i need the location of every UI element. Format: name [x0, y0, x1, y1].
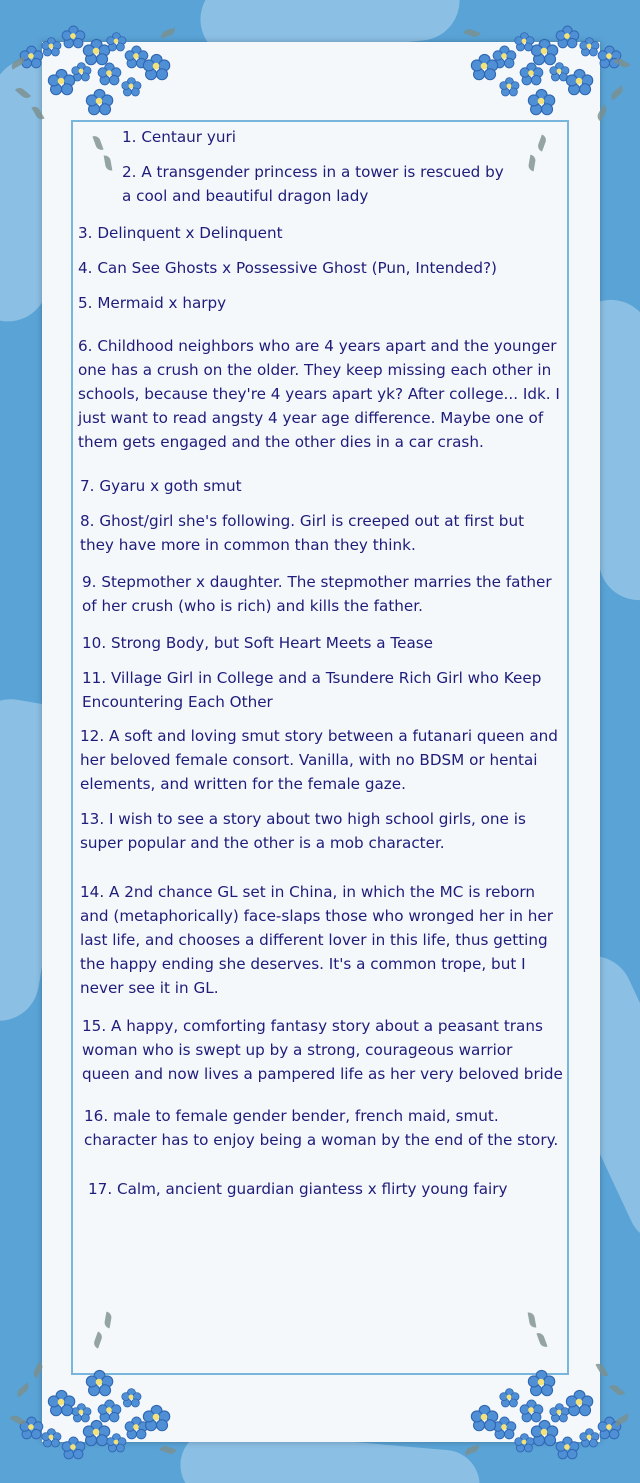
forget-me-not-flower-icon — [99, 1400, 120, 1421]
forget-me-not-flower-icon — [99, 63, 120, 84]
forget-me-not-flower-icon — [550, 1403, 568, 1421]
forget-me-not-flower-icon — [144, 54, 168, 78]
list-item: 9. Stepmother x daughter. The stepmother marries the father of her crush (who is rich) and kills the father. — [82, 573, 552, 615]
forget-me-not-flower-icon — [472, 1405, 496, 1429]
forget-me-not-flower-icon — [580, 37, 598, 55]
list-item: 10. Strong Body, but Soft Heart Meets a Tease — [82, 634, 434, 652]
list-item: 4. Can See Ghosts x Possessive Ghost (Pun, Intended?) — [78, 259, 497, 277]
forget-me-not-flower-icon — [63, 1437, 84, 1458]
forget-me-not-flower-icon — [567, 1390, 591, 1414]
list-item: 6. Childhood neighbors who are 4 years apart and the younger one has a crush on the older. They keep missing each other in schools, because they're 4 years apart yk? After college... Idk. I just want to read angsty 4 year age difference. Maybe one of them gets engaged and the other dies in a car crash. — [78, 337, 560, 451]
forget-me-not-flower-icon — [472, 54, 496, 78]
list-item: 1. Centaur yuri — [122, 128, 236, 146]
forget-me-not-flower-icon — [532, 39, 556, 63]
forget-me-not-flower-icon — [49, 69, 73, 93]
forget-me-not-flower-icon — [87, 89, 111, 113]
forget-me-not-flower-icon — [500, 1388, 518, 1406]
forget-me-not-flower-icon — [87, 1370, 111, 1394]
forget-me-not-flower-icon — [515, 1433, 533, 1451]
forget-me-not-flower-icon — [107, 32, 125, 50]
list-item: 7. Gyaru x goth smut — [80, 477, 242, 495]
forget-me-not-flower-icon — [557, 26, 578, 47]
forget-me-not-flower-icon — [515, 32, 533, 50]
list-item: 13. I wish to see a story about two high school girls, one is super popular and the other is a mob character. — [80, 810, 526, 852]
list-item: 17. Calm, ancient guardian giantess x flirty young fairy — [88, 1180, 508, 1198]
forget-me-not-flower-icon — [42, 1428, 60, 1446]
list-item: 16. male to female gender bender, french maid, smut. character has to enjoy being a woman by the end of the story. — [84, 1107, 559, 1149]
forget-me-not-flower-icon — [42, 37, 60, 55]
forget-me-not-flower-icon — [567, 69, 591, 93]
forget-me-not-flower-icon — [550, 62, 568, 80]
forget-me-not-flower-icon — [63, 26, 84, 47]
list-item: 5. Mermaid x harpy — [78, 294, 227, 312]
list-item: 3. Delinquent x Delinquent — [78, 224, 283, 242]
forget-me-not-flower-icon — [529, 89, 553, 113]
forget-me-not-flower-icon — [84, 39, 108, 63]
list-item: 15. A happy, comforting fantasy story about a peasant trans woman who is swept up by a strong, courageous warrior queen and now lives a pampered life as her very beloved bride — [82, 1017, 563, 1083]
forget-me-not-flower-icon — [500, 77, 518, 95]
list-item: 8. Ghost/girl she's following. Girl is creeped out at first but they have more in common than they think. — [80, 512, 525, 554]
forget-me-not-flower-icon — [521, 63, 542, 84]
forget-me-not-flower-icon — [521, 1400, 542, 1421]
list-item: 11. Village Girl in College and a Tsundere Rich Girl who Keep Encountering Each Other — [82, 669, 542, 711]
list-item: 14. A 2nd chance GL set in China, in which the MC is reborn and (metaphorically) face-slaps those who wronged her in her last life, and chooses a different lover in this life, thus getting the happy ending she deserves. It's a common trope, but I never see it in GL. — [80, 883, 553, 997]
forget-me-not-flower-icon — [580, 1428, 598, 1446]
forget-me-not-flower-icon — [557, 1437, 578, 1458]
forget-me-not-flower-icon — [122, 1388, 140, 1406]
forget-me-not-flower-icon — [49, 1390, 73, 1414]
forget-me-not-flower-icon — [72, 1403, 90, 1421]
forget-me-not-flower-icon — [84, 1420, 108, 1444]
list-item: 2. A transgender princess in a tower is rescued by a cool and beautiful dragon lady — [122, 163, 504, 205]
forget-me-not-flower-icon — [107, 1433, 125, 1451]
forget-me-not-flower-icon — [529, 1370, 553, 1394]
forget-me-not-flower-icon — [122, 77, 140, 95]
list-item: 12. A soft and loving smut story between a futanari queen and her beloved female consort. Vanilla, with no BDSM or hentai elements, and written for the female gaze. — [80, 727, 558, 793]
forget-me-not-flower-icon — [144, 1405, 168, 1429]
forget-me-not-flower-icon — [532, 1420, 556, 1444]
